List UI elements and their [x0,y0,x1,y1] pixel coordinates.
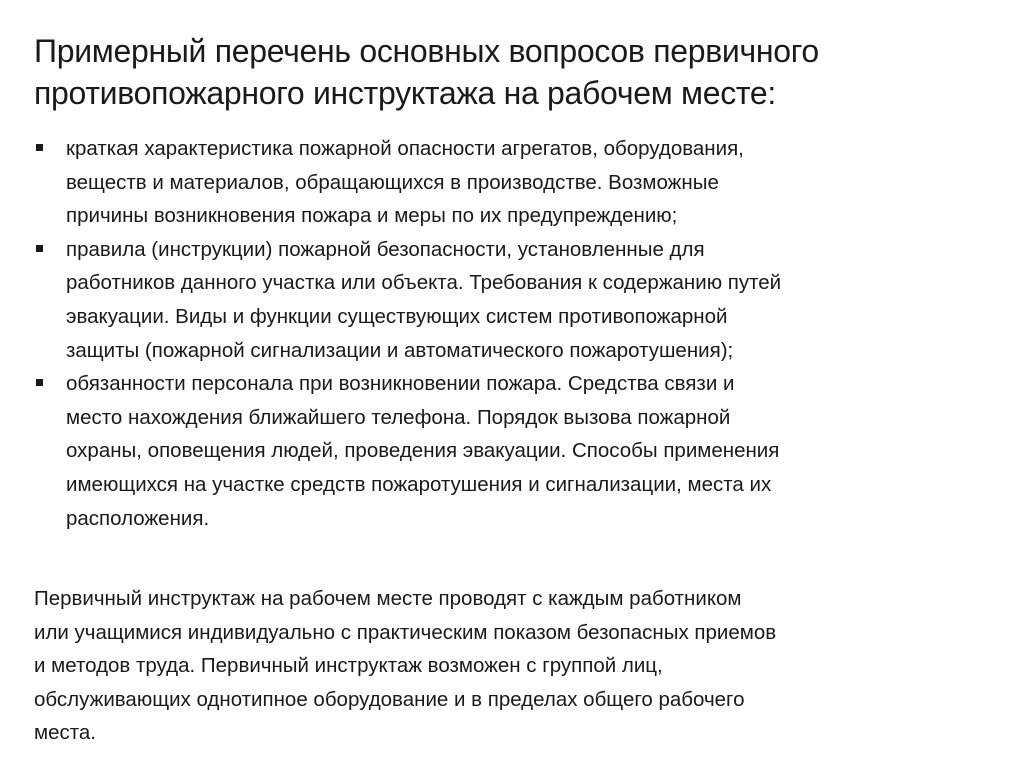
bullet-text-line: эвакуации. Виды и функции существующих систем противопожарной [66,304,728,328]
slide-title-line: Примерный перечень основных вопросов первичного [34,33,819,69]
slide-title [34,30,994,114]
closing-paragraph [34,582,1004,750]
bullet-text-line: защиты (пожарной сигнализации и автоматического пожаротушения); [66,338,734,362]
slide-title-line: противопожарного инструктажа на рабочем месте: [34,75,776,111]
bullet-text-line: работников данного участка или объекта. Требования к содержанию путей [66,271,782,295]
square-bullet-icon [36,379,43,386]
bullet-item [34,233,994,367]
square-bullet-icon [36,144,43,151]
bullet-text-line: имеющихся на участке средств пожаротушения и сигнализации, места их [66,472,772,496]
bullet-item [34,132,994,233]
paragraph-line: и методов труда. Первичный инструктаж возможен с группой лиц, [34,654,663,678]
bullet-text-line: место нахождения ближайшего телефона. Порядок вызова пожарной [66,405,731,429]
square-bullet-icon [36,245,43,252]
paragraph-line: Первичный инструктаж на рабочем месте проводят с каждым работником [34,587,742,610]
paragraph-line: обслуживающих однотипное оборудование и в пределах общего рабочего [34,687,745,711]
bullet-text-line: краткая характеристика пожарной опасности агрегатов, оборудования, [66,137,744,160]
bullet-text-line: веществ и материалов, обращающихся в производстве. Возможные [66,170,719,194]
bullet-item [34,367,994,535]
bullet-text-line: охраны, оповещения людей, проведения эвакуации. Способы применения [66,439,780,463]
bullet-list [34,132,994,535]
bullet-text-line: причины возникновения пожара и меры по их предупреждению; [66,204,678,228]
bullet-text-line: обязанности персонала при возникновении пожара. Средства связи и [66,372,735,396]
bullet-text-line: расположения. [66,506,210,530]
bullet-text-line: правила (инструкции) пожарной безопасности, установленные для [66,237,705,261]
paragraph-line: или учащимися индивидуально с практическим показом безопасных приемов [34,620,777,644]
paragraph-line: места. [34,721,97,745]
